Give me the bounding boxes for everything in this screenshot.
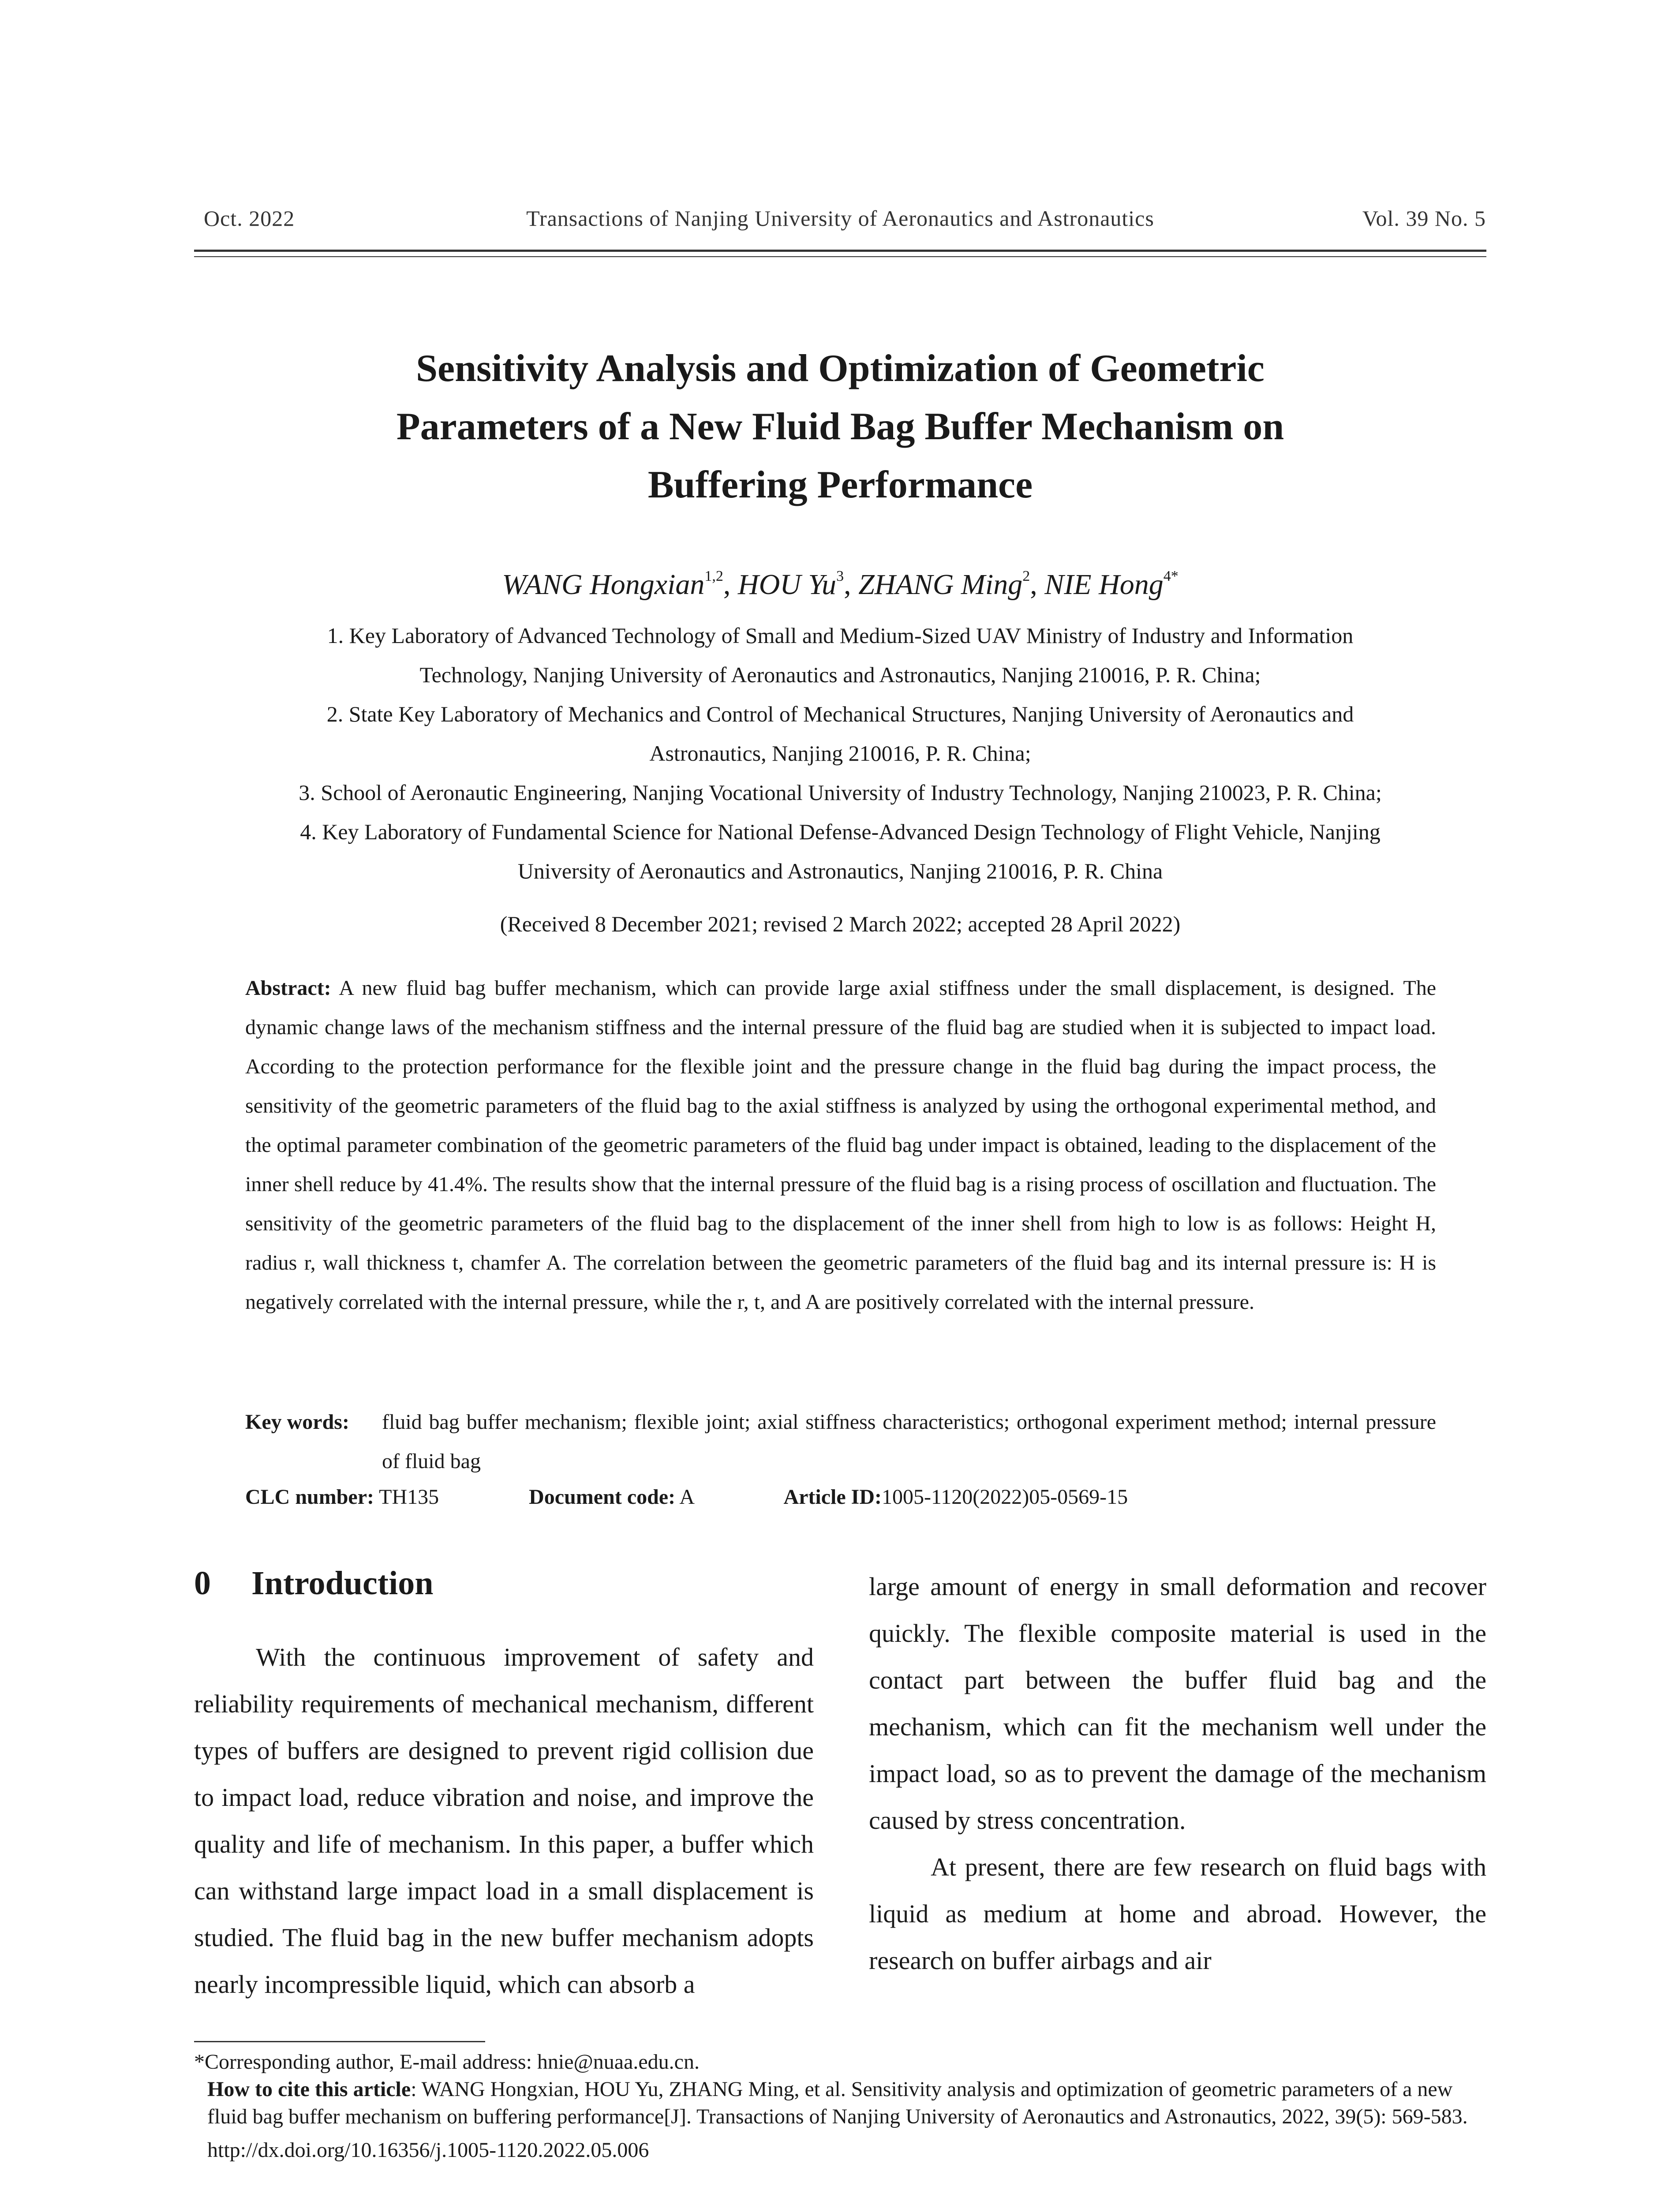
keywords-label: Key words: (245, 1410, 349, 1434)
footnote-rule (194, 2041, 485, 2042)
title-line: Buffering Performance (647, 463, 1033, 506)
author-name: ZHANG Ming (858, 568, 1023, 601)
body-paragraph: large amount of energy in small deformation and recover quickly. The flexible composite material is used in the contact part between the buffer fluid bag and the mechanism, which can fit the mechanism well under the impact load, so as to prevent the damage of the mechanism caused by stress concentration. (869, 1572, 1486, 1835)
body-paragraph: At present, there are few research on fluid bags with liquid as medium at home and abroad. However, the research on buffer airbags and air (869, 1853, 1486, 1975)
received-dates: (Received 8 December 2021; revised 2 March 2022; accepted 28 April 2022) (500, 912, 1181, 936)
affiliation-line: 4. Key Laboratory of Fundamental Science for National Defense-Advanced Design Technology of Flight Vehicle, Nanjing (300, 819, 1381, 844)
citation-text: : WANG Hongxian, HOU Yu, ZHANG Ming, et al. Sensitivity analysis and optimization of geometric parameters of a new fluid bag buffer mechanism on buffering performance[J]. Transactions of Nanjing University of Aeronautics and Astronautics, 2022, 39(5): 569-583. (207, 2078, 1468, 2128)
header-journal: Transactions of Nanjing University of Aeronautics and Astronautics (526, 206, 1154, 231)
section-number: 0 (194, 1565, 211, 1602)
document-code-label: Document code: (529, 1485, 676, 1509)
section-title: Introduction (251, 1565, 434, 1602)
author-name: HOU Yu (737, 568, 837, 601)
author-affiliation-mark: 1,2 (704, 568, 723, 584)
body-paragraph: With the continuous improvement of safety and reliability requirements of mechanical mechanism, different types of buffers are designed to prevent rigid collision due to impact load, reduce vibration and noise, and improve the quality and life of mechanism. In this paper, a buffer which can withstand large impact load in a small displacement is studied. The fluid bag in the new buffer mechanism adopts nearly incompressible liquid, which can absorb a (194, 1643, 814, 1999)
header-volume: Vol. 39 No. 5 (1362, 206, 1486, 231)
header-rule-thin (194, 256, 1486, 257)
affiliation-line: Technology, Nanjing University of Aeronautics and Astronautics, Nanjing 210016, P. R. China; (419, 662, 1261, 687)
citation-note (194, 2076, 1486, 2130)
keywords-text: fluid bag buffer mechanism; flexible joint; axial stiffness characteristics; orthogonal experiment method; internal pressure of fluid bag (382, 1410, 1436, 1473)
corresponding-author-note: *Corresponding author, E-mail address: hnie@nuaa.edu.cn. (194, 2050, 700, 2074)
article-id-value: 1005-1120(2022)05-0569-15 (882, 1485, 1128, 1509)
paper-title (194, 340, 1486, 514)
author-affiliation-mark: 3 (836, 568, 844, 584)
citation-label: How to cite this article (207, 2078, 411, 2101)
author-affiliation-mark: 2 (1022, 568, 1030, 584)
article-id-label: Article ID: (783, 1485, 882, 1509)
affiliation-line: 2. State Key Laboratory of Mechanics and Control of Mechanical Structures, Nanjing University of Aeronautics and (326, 702, 1354, 726)
header-date: Oct. 2022 (204, 206, 295, 231)
affiliation-line: 1. Key Laboratory of Advanced Technology of Small and Medium-Sized UAV Ministry of Industry and Information (327, 623, 1354, 648)
clc-value: TH135 (374, 1485, 439, 1509)
left-column (194, 1634, 814, 2008)
abstract-text: A new fluid bag buffer mechanism, which can provide large axial stiffness under the small displacement, is designed. The dynamic change laws of the mechanism stiffness and the internal pressure of the fluid bag are studied when it is subjected to impact load. According to the protection performance for the flexible joint and the pressure change in the fluid bag during the impact process, the sensitivity of the geometric parameters of the fluid bag to the axial stiffness is analyzed by using the orthogonal experimental method, and the optimal parameter combination of the geometric parameters of the fluid bag under impact is obtained, leading to the displacement of the inner shell reduce by 41.4%. The results show that the internal pressure of the fluid bag is a rising process of oscillation and fluctuation. The sensitivity of the geometric parameters of the fluid bag to the displacement of the inner shell from high to low is as follows: Height H, radius r, wall thickness t, chamfer A. The correlation between the geometric parameters of the fluid bag and its internal pressure is: H is negatively correlated with the internal pressure, while the r, t, and A are positively correlated with the internal pressure. (245, 976, 1436, 1314)
author-list: WANG Hongxian$^{1,2}$, HOU Yu$^3$, ZHANG Ming$^2$, NIE Hong$^{4*}$ (502, 568, 1179, 601)
affiliation-line: Astronautics, Nanjing 210016, P. R. China; (649, 741, 1031, 766)
affiliation-line: University of Aeronautics and Astronautics, Nanjing 210016, P. R. China (517, 859, 1163, 883)
affiliation-line: 3. School of Aeronautic Engineering, Nanjing Vocational University of Industry Technology, Nanjing 210023, P. R. China; (299, 780, 1382, 805)
doi-link[interactable]: http://dx.doi.org/10.16356/j.1005-1120.2022.05.006 (207, 2138, 649, 2162)
header-rule-thick (194, 250, 1486, 252)
right-column (869, 1563, 1486, 1984)
keywords (245, 1402, 1436, 1481)
affiliations (194, 616, 1486, 891)
title-line: Parameters of a New Fluid Bag Buffer Mechanism on (396, 405, 1284, 448)
title-line: Sensitivity Analysis and Optimization of Geometric (416, 347, 1265, 390)
classification-row (245, 1482, 1128, 1513)
document-code-value: A (675, 1485, 694, 1509)
author-affiliation-mark: 4* (1163, 568, 1179, 584)
author-name: NIE Hong (1044, 568, 1164, 601)
clc-label: CLC number: (245, 1485, 374, 1509)
footnotes (194, 2048, 1486, 2164)
section-heading (194, 1561, 433, 1605)
abstract (245, 968, 1436, 1322)
author-name: WANG Hongxian (502, 568, 705, 601)
abstract-label: Abstract: (245, 976, 331, 1000)
